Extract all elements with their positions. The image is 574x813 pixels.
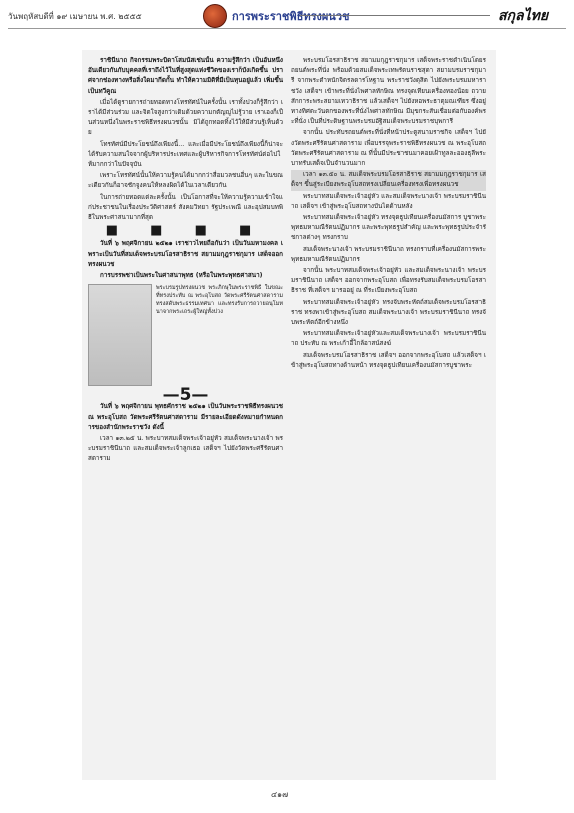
paragraph: จากนั้น พระบาทสมเด็จพระเจ้าอยู่หัว และสมเด็จพระนางเจ้า พระบรมราชินีนาถ เสด็จฯ ออกจากพระอุโบสถ เพื่อทรงรับสมเด็จพระบรมโอรสาธิราช ที่เสด็จฯ มารออยู่ ณ ที่ระเบียงพระอุโบสถ (291, 267, 486, 295)
paragraph: พระบาทสมเด็จพระเจ้าอยู่หัว และสมเด็จพระนางเจ้า พระบรมราชินีนาถ เสด็จฯ เข้าสู่พระอุโบสถทางบันไดด้านหลัง (291, 192, 486, 210)
paragraph: จากนั้น ประทับรถยนต์พระที่นั่งที่หน้าประตูสนามราชกิจ เสด็จฯ ไปยังวัดพระศรีรัตนศาสดาราม เพื่อบรรจุพระราชพิธีทรงผนวช ณ พระอุโบสถ วัดพระศรีรัตนศาสดาราม ณ ที่นั้นมีประชาชนมาคอยเฝ้าทูลละอองธุลีพระบาทรับเสด็จเป็นจำนวนมาก (291, 129, 486, 168)
left-column (88, 56, 283, 774)
paragraph: เพราะโทรทัศน์นั้นให้ความรู้คนได้มากกว่าสื่อมวลชนอื่นๆ และในขณะเดียวกันก็อาจชักจูงคนให้หลงผิดได้ในเวลาเดียวกัน (88, 172, 283, 190)
royal-emblem-icon (203, 4, 227, 28)
page-number: ๔๑๗ (271, 790, 289, 799)
section-number: —5— (162, 385, 209, 406)
subheading: การบรรพชาเป็นพระในศาสนาพุทธ (หรือในพระพุทธศาสนา) (100, 272, 263, 280)
issue-date: วันพฤหัสบดีที่ ๑๙ เมษายน พ.ศ. ๒๕๕๕ (8, 12, 142, 21)
paragraph: เวลา ๑๓.๕๐ น. สมเด็จพระบรมโอรสาธิราช สยามมกุฎราชกุมาร เสด็จฯ ขึ้นสู่ระเบียงพระอุโบสถทรงเปลี่ยนเครื่องทรงเพื่อทรงผนวช (291, 170, 486, 190)
paragraph: สมเด็จพระนางเจ้า พระบรมราชินีนาถ ทรงกราบที่เครื่องนมัสการพระพุทธมหามณีรัตนปฏิมากร (291, 245, 486, 263)
paragraph: ในการถ่ายทอดแต่ละครั้งนั้น เป็นโอกาสที่จะให้ความรู้ความเข้าใจแก่ประชาชนในเรื่องประวัติศาสตร์ สังคมวิทยา รัฐประเพณี และอุปสมบทพิธีในพระศาสนามากที่สุด (88, 193, 283, 222)
paragraph: เวลา ๑๓.๒๕ น. พระบาทสมเด็จพระเจ้าอยู่หัว สมเด็จพระนางเจ้า พระบรมราชินีนาถ และสมเด็จพระเจ้าลูกเธอ เสด็จฯ ไปยังวัดพระศรีรัตนศาสดาราม (88, 435, 283, 463)
paragraph: โทรทัศน์มีประโยชน์ถึงเพียงนี้... และเมื่อมีประโยชน์ถึงเพียงนี้ก็น่าจะได้รับความสนใจจากผู้บริหารประเทศและผู้บริหารกิจการโทรทัศน์ต่อไปให้มากกว่าในปัจจุบัน (88, 140, 283, 169)
paragraph: พระบาทสมเด็จพระเจ้าอยู่หัว ทรงจุดธูปเทียนเครื่องนมัสการ บูชาพระพุทธมหามณีรัตนปฏิมากร และพระพุทธรูปสำคัญ และพระพุทธรูปประจำรัชกาลต่างๆ ทรงกราบ (291, 214, 486, 242)
photo-block (88, 284, 283, 386)
magazine-logo: สกุลไทย (498, 8, 549, 24)
paragraph: วันที่ ๖ พฤศจิกายน ๒๕๒๑ เราชาวไทยถือกันว่า เป็นวันมหามงคล เพราะเป็นวันที่สมเด็จพระบรมโอรสาธิราช สยามมกุฎราชกุมาร เสด็จออกทรงผนวช (88, 240, 283, 268)
paragraph: วันที่ ๖ พฤศจิกายน พุทธศักราช ๒๕๒๑ เป็นวันพระราชพิธีทรงผนวช ณ พระอุโบสถ วัดพระศรีรัตนศาสดาราม มีรายละเอียดดังหมายกำหนดการของสำนักพระราชวัง ดังนี้ (88, 403, 283, 431)
paragraph: พระบาทสมเด็จพระเจ้าอยู่หัวและสมเด็จพระนางเจ้า พระบรมราชินีนาถ ประทับ ณ พระเก้าอี้ใกล้อาสน์สงฆ์ (291, 330, 486, 348)
right-column (291, 56, 486, 776)
paragraph: พระบาทสมเด็จพระเจ้าอยู่หัว ทรงจับพระหัตถ์สมเด็จพระบรมโอรสาธิราช ทรงพาเข้าสู่พระอุโบสถ สมเด็จพระนางเจ้า พระบรมราชินีนาถ ทรงจับพระหัตถ์อีกข้างหนึ่ง (291, 298, 486, 327)
photo-caption: พระบรมรูปทรงผนวช พระภิกษุในพระราชพิธี ในขณะที่ทรงประทับ ณ พระอุโบสถ วัดพระศรีรัตนศาสดาราม ทรงสดับพระธรรมเทศนา และทรงรับการถวายอนุโมทนาจากพระเถระผู้ใหญ่ทั้งปวง (156, 285, 283, 316)
section-separator: ■ ■ ■ ■ (105, 223, 266, 239)
paragraph: พระบรมโอรสาธิราช สยามมกุฎราชกุมาร เสด็จพระราชดำเนินโดยรถยนต์พระที่นั่ง พร้อมด้วยสมเด็จพระเทพรัตนราชสุดา สยามบรมราชกุมารี จากพระตำหนักจิตรลดารโหฐาน พระราชวังดุสิต ไปยังพระบรมมหาราชวัง เสด็จฯ เข้าพระที่นั่งไพศาลทักษิณ ทรงจุดเทียนเครื่องทองน้อย ถวายสักการะพระสยามเทวาธิราช แล้วเสด็จฯ ไปยังหอพระธาตุมณเฑียร ซึ่งอยู่ทางทิศตะวันตกของพระที่นั่งไพศาลทักษิณ มีมุขกระสันเชื่อมต่อกับองค์พระที่นั่ง เป็นที่ประดิษฐานพระบรมอัฐิสมเด็จพระบรมราชบุพการี (291, 57, 486, 126)
header-divider (8, 28, 566, 29)
ceremony-photo (88, 284, 152, 386)
paragraph: สมเด็จพระบรมโอรสาธิราช เสด็จฯ ออกจากพระอุโบสถ แล้วเสด็จฯ เข้าสู่พระอุโบสถทางด้านหน้า ทรงจุดธูปเทียนเครื่องนมัสการบูชาพระ (291, 351, 486, 369)
page-header (0, 0, 574, 28)
column-title: การพระราชพิธีทรงผนวช (232, 10, 350, 23)
paragraph: เมื่อได้ดูรายการถ่ายทอดทางโทรทัศน์ในครั้งนั้น เราทั้งปวงก็รู้สึกว่า เราได้มีส่วนร่วม และจิตใจสูงกว่าเดิมด้วยความกตัญญูไม่รู้วาย เราเองก็เป็นส่วนหนึ่งในพระราชพิธีทรงผนวชนั้น มิได้ถูกทอดทิ้งไว้ให้มีส่วนรู้เห็นด้วย (88, 98, 283, 137)
header-rule (300, 15, 490, 16)
paragraph: ราชินีนาถ กิจกรรมพระบิดาโสมนัสเช่นนั้น ความรู้สึกว่า เป็นอันหนึ่งอันเดียวกันกับบุคคลที่เราถึงไว้ในที่สูงสุดแห่งชีวิตของเราก็บังเกิดขึ้น ปราศจากช่องทางหรือสิ่งใดมากีดกั้น ทำให้ความมิติที่มีเป็นทุนอยู่แล้ว เพิ่มขึ้นเป็นทวีคูณ (88, 57, 283, 95)
